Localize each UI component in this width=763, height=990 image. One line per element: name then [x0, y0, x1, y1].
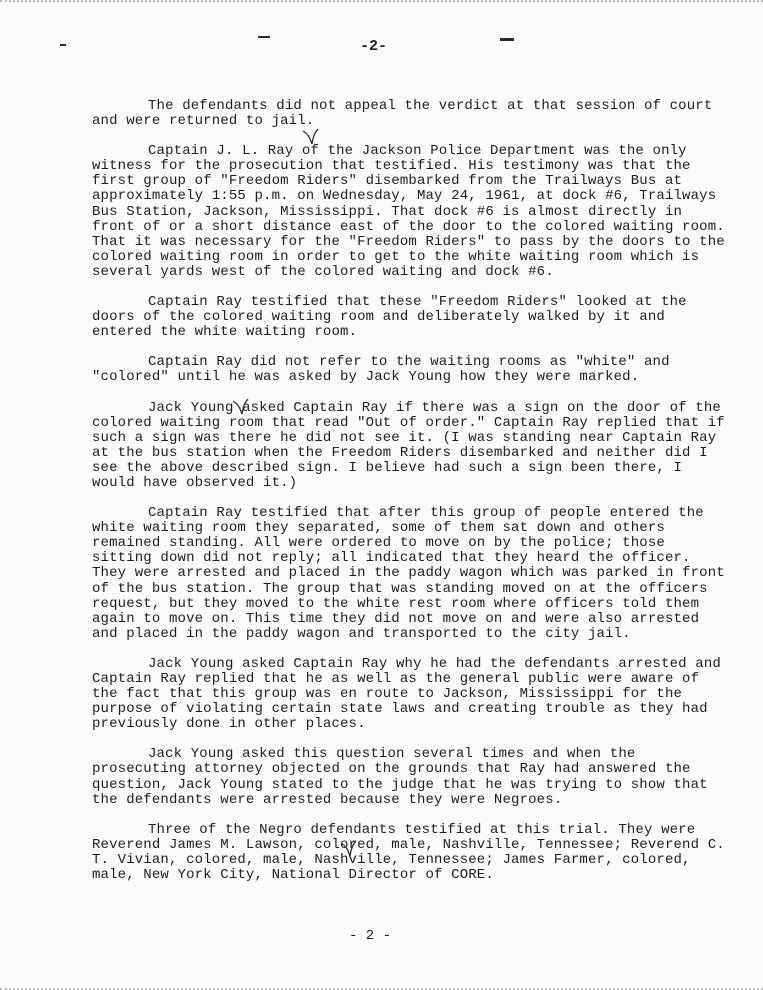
- bottom-scan-border: [0, 985, 763, 990]
- paragraph-5: Jack Young asked Captain Ray if there was a sign on the door of the colored waiting room that read "Out of order." Captain Ray replied that if such a sign was there he did not see it. (I was standing near Captain Ray at the bus station when the Freedom Riders disembarked and neither did I see the above described sign. I believe had such a sign been there, I would have observed it.): [92, 399, 725, 491]
- paragraph-8: Jack Young asked this question several times and when the prosecuting attorney objected on the grounds that Ray had answered the question, Jack Young stated to the judge that he was trying to show that the defendants were arrested because they were Negroes.: [92, 746, 708, 808]
- scan-speck: [500, 38, 514, 41]
- handwritten-check-mark: [300, 128, 320, 148]
- page-number-footer: - 2 -: [349, 928, 392, 944]
- paragraph-7: Jack Young asked Captain Ray why he had the defendants arrested and Captain Ray replied that he as well as the general public were aware of the fact that this group was en route to Jackson, Mississippi for the purpose of violating certain state laws and creating trouble as they had previously done in other places.: [92, 655, 721, 733]
- page-number-header: -2-: [360, 38, 388, 55]
- scan-speck: [60, 44, 66, 46]
- paragraph-2: Captain J. L. Ray of the Jackson Police Department was the only witness for the prosecution that testified. His testimony was that the first group of "Freedom Riders" disembarked from the Trailways Bus at approximately 1:55 p.m. on Wednesday, May 24, 1961, at dock #6, Trailways Bus Station, Jackson, Mississippi. That dock #6 is almost directly in front of or a short distance east of the door to the colored waiting room. That it was necessary for the "Freedom Riders" to pass by the doors to the colored waiting room in order to get to the white waiting room which is several yards west of the colored waiting and dock #6.: [92, 143, 725, 280]
- paragraph-3: Captain Ray testified that these "Freedom Riders" looked at the doors of the colored waiting room and deliberately walked by it and entered the white waiting room.: [92, 294, 687, 341]
- paragraph-6: Captain Ray testified that after this group of people entered the white waiting room they separated, some of them sat down and others remained standing. All were ordered to move on by the police; those sitting down did not reply; all indicated that they heard the officer. They were arrested and placed in the paddy wagon which was parked in front of the bus station. The group that was standing moved on at the officers request, but they moved to the white rest room where officers told them again to move on. This time they did not move on and were also arrested and placed in the paddy wagon and transported to the city jail.: [92, 505, 725, 642]
- top-scan-border: [0, 0, 763, 6]
- paragraph-1: The defendants did not appeal the verdict at that session of court and were returned to jail.: [92, 98, 713, 130]
- handwritten-check-mark: [230, 398, 250, 418]
- paragraph-4: Captain Ray did not refer to the waiting rooms as "white" and "colored" until he was asked by Jack Young how they were marked.: [92, 354, 670, 386]
- scan-speck: [258, 36, 270, 38]
- paragraph-9: Three of the Negro defendants testified at this trial. They were Reverend James M. Lawson, colored, male, Nashville, Tennessee; Reverend C. T. Vivian, colored, male, Nashville, Tennessee; James Farmer, colored, male, New York City, National Director of CORE.: [92, 821, 725, 884]
- document-body: [92, 99, 732, 898]
- handwritten-check-mark: [338, 840, 358, 860]
